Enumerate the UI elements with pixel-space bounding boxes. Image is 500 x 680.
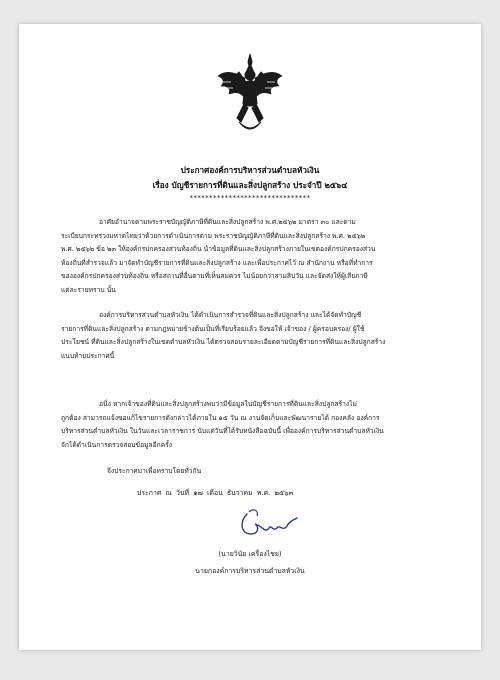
text-line: พ.ศ. ๒๕๖๒ ข้อ ๒๓ ให้องค์กรปกครองส่วนท้องถิ่น นำข้อมูลที่ดินและสิ่งปลูกสร้างภายในเขตองค์กรปกครองส่วน — [61, 245, 376, 253]
paragraph-legal-basis — [61, 216, 441, 297]
text-line: ท้องถิ่นที่สำรวจแล้ว มาจัดทำบัญชีรายการที่ดินและสิ่งปลูกสร้าง และเพื่อประกาศไว้ ณ สำนักงาน หรือที่ทำการ — [61, 258, 373, 267]
text-line: ประโยชน์ ที่ดินและสิ่งปลูกสร้างในเขตตำบลหัวเงิน ได้ตรวจสอบรายละเอียดตามบัญชีรายการที่ดินและสิ่งปลูกสร้าง — [61, 338, 386, 346]
paragraph-correction-notice — [61, 398, 441, 452]
garuda-emblem-icon — [215, 52, 285, 138]
signer-position: นายกองค์การบริหารส่วนตำบลหัวเงิน — [195, 567, 305, 575]
signer-name: (นายวินัย เครื่องไชย) — [218, 550, 282, 558]
handwritten-signature — [233, 504, 303, 544]
text-line: องค์การบริหารส่วนตำบลหัวเงิน ได้ดำเนินการสำรวจที่ดินและสิ่งปลูกสร้าง และได้จัดทำบัญชี — [99, 311, 362, 319]
announcement-date: ประกาศ ณ วันที่ ๑๗ เดือน ธันวาคม พ.ศ. ๒๕๖๓ — [137, 489, 294, 497]
separator-stars: ******************************* — [189, 194, 311, 202]
text-line: รายการที่ดินและสิ่งปลูกสร้าง ตามกฎหมายข้างต้นเป็นที่เรียบร้อยแล้ว จึงขอให้ เจ้าของ / ผู้ครอบครอง/ ผู้ใช้ — [61, 324, 365, 333]
text-line: แนบท้ายประกาศนี้ — [61, 351, 115, 360]
announcement-subject: เรื่อง บัญชีรายการที่ดินและสิ่งปลูกสร้าง ประจำปี ๒๕๖๔ — [152, 180, 348, 190]
announcement-title: ประกาศองค์การบริหารส่วนตำบลหัวเงิน — [180, 165, 320, 175]
text-line: ถูกต้อง สามารถแจ้งขอแก้ไขรายการดังกล่าวได้ภายใน ๑๕ วัน ณ งานจัดเก็บและพัฒนารายได้ กองคลัง องค์การ — [61, 413, 380, 422]
text-line: แต่ละรายทราบ นั้น — [61, 285, 116, 294]
document-page — [19, 24, 481, 650]
text-line: อนึ่ง หากเจ้าของที่ดินและสิ่งปลูกสร้างพบว่ามีข้อมูลในบัญชีรายการที่ดินและสิ่งปลูกสร้างไม่ — [99, 400, 357, 408]
text-line: ขององค์กรปกครองส่วนท้องถิ่น หรือสถานที่อื่นตามที่เห็นสมควร ไม่น้อยกว่าสามสิบวัน และจัดส่งให้ผู้เสียภาษี — [61, 272, 368, 280]
closing-statement: จึงประกาศมาเพื่อทราบโดยทั่วกัน — [107, 467, 202, 475]
text-line: บริหารส่วนตำบลหัวเงิน ในวันและเวลาราชการ นับแต่วันที่ได้รับหนังสือฉบับนี้ เพื่อองค์การบริหารส่วนตำบลหัวเงิน — [61, 427, 384, 435]
text-line: อาศัยอำนาจตามพระราชบัญญัติภาษีที่ดินและสิ่งปลูกสร้าง พ.ศ.๒๕๖๒ มาตรา ๓๐ และตาม — [99, 218, 356, 226]
text-line: ระเบียบกระทรวงมหาดไทยว่าด้วยการดำเนินการตาม พระราชบัญญัติภาษีที่ดินและสิ่งปลูกสร้าง พ.ศ. ๒๕๖๒ — [61, 231, 366, 240]
paragraph-survey-completed — [61, 309, 441, 363]
text-line: จักได้ดำเนินการตรวจสอบข้อมูลอีกครั้ง — [61, 440, 173, 449]
